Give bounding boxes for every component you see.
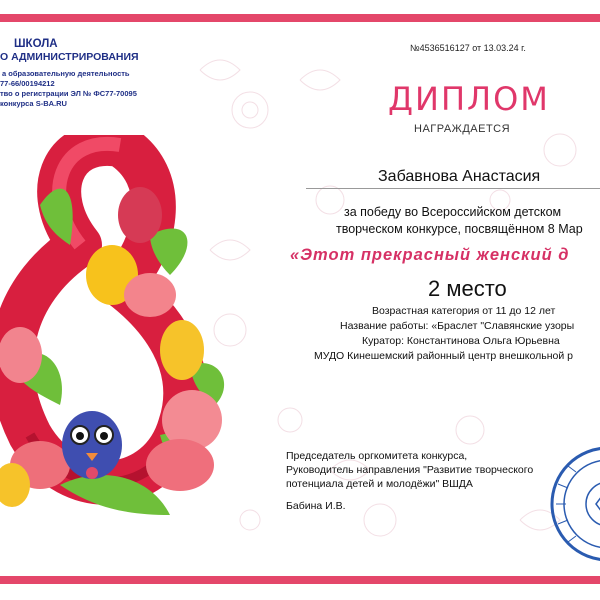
awarded-label: НАГРАЖДАЕТСЯ: [414, 123, 511, 135]
contest-name: «Этот прекрасный женский д: [290, 246, 570, 264]
number-eight-ribbon-with-tulips: [0, 135, 240, 525]
org-name-line1: ШКОЛА: [14, 38, 58, 50]
certificate-number: №4536516127 от 13.03.24 г.: [410, 43, 526, 53]
round-blue-stamp: [548, 444, 600, 564]
victory-line-2: творческом конкурсе, посвящённом 8 Мар: [336, 222, 583, 236]
org-license-number: 77-66/00194212: [0, 79, 55, 88]
organization-header: [0, 38, 170, 109]
org-name-line2: О АДМИНИСТРИРОВАНИЯ: [0, 51, 139, 63]
place-result: 2 место: [428, 276, 507, 301]
signer-name: Бабина И.В.: [286, 500, 346, 512]
org-license-line: а образовательную деятельность: [2, 69, 130, 78]
name-underline: [306, 188, 600, 189]
age-category: Возрастная категория от 11 до 12 лет: [372, 305, 556, 317]
org-contest-site: конкурса S-BA.RU: [0, 99, 67, 108]
org-registration: тво о регистрации ЭЛ № ФС77-70095: [0, 89, 137, 98]
signer-role-line1: Председатель оргкомитета конкурса,: [286, 450, 468, 462]
bottom-border-band: [0, 576, 600, 584]
signer-role-line2: Руководитель направления "Развитие творческого: [286, 464, 534, 476]
recipient-name: Забавнова Анастасия: [378, 168, 541, 185]
victory-line-1: за победу во Всероссийском детском: [344, 205, 562, 219]
institution: МУДО Кинешемский районный центр внешкольной р: [314, 350, 573, 362]
top-border-band: [0, 14, 600, 22]
curator: Куратор: Константинова Ольга Юрьевна: [362, 335, 560, 347]
work-title: Название работы: «Браслет "Славянские узоры: [340, 320, 575, 332]
blue-owl-mascot: [62, 411, 122, 479]
diploma-title: ДИПЛОМ: [388, 80, 550, 118]
signer-role-line3: потенциала детей и молодёжи" ВШДА: [286, 478, 473, 490]
